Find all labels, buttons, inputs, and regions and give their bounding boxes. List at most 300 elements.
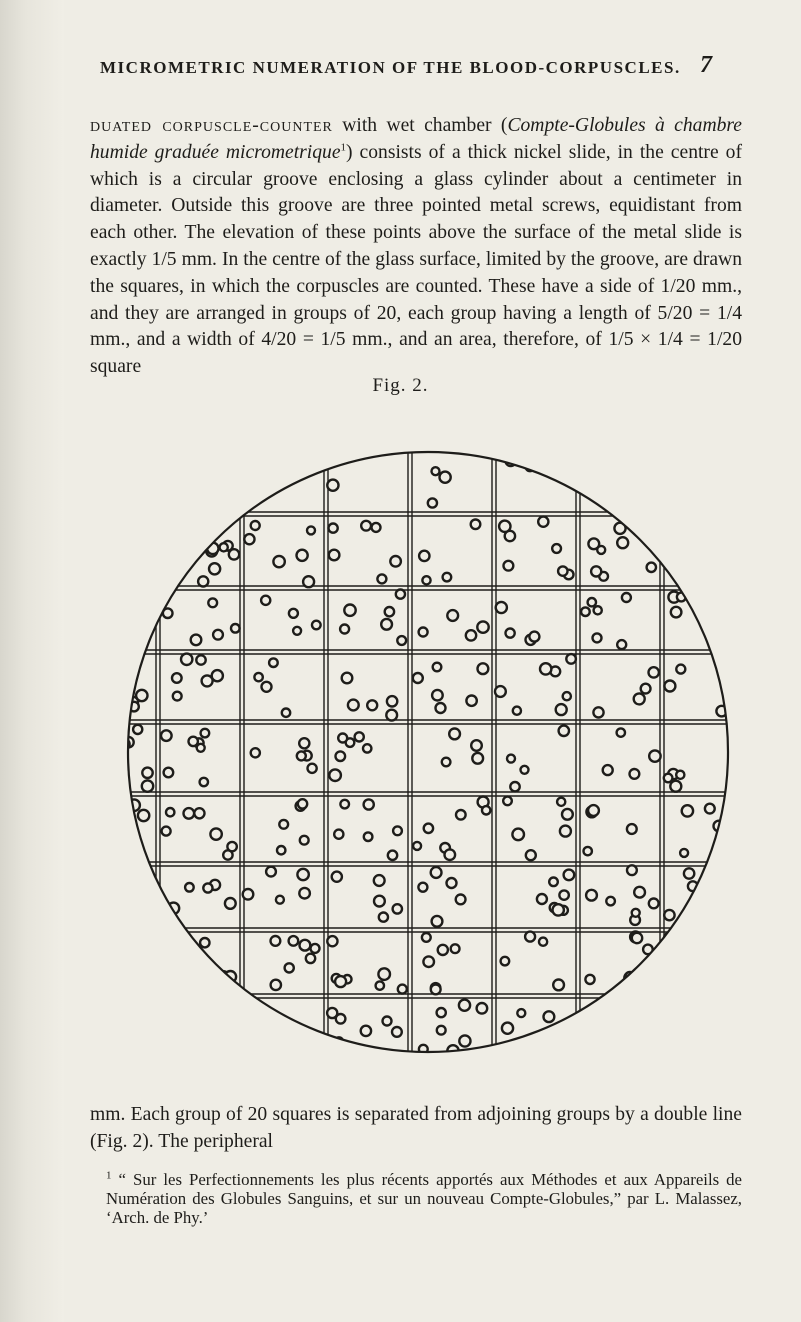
- blood-corpuscle: [224, 1016, 233, 1025]
- blood-corpuscle: [711, 437, 719, 445]
- blood-corpuscle: [329, 550, 340, 561]
- blood-corpuscle: [361, 1026, 371, 1036]
- blood-corpuscle: [595, 1004, 604, 1013]
- blood-corpuscle: [646, 1026, 656, 1036]
- blood-corpuscle: [671, 607, 682, 618]
- blood-corpuscle: [308, 764, 317, 773]
- blood-corpuscle: [196, 655, 205, 664]
- blood-corpuscle: [162, 827, 171, 836]
- blood-corpuscle: [449, 729, 460, 740]
- blood-corpuscle: [383, 1017, 392, 1026]
- blood-corpuscle: [477, 621, 488, 632]
- blood-corpuscle: [650, 1032, 660, 1042]
- blood-corpuscle: [466, 696, 476, 706]
- blood-corpuscle: [251, 521, 260, 530]
- blood-corpuscle: [413, 673, 423, 683]
- blood-corpuscle: [120, 1007, 128, 1015]
- blood-corpuscle: [303, 576, 314, 587]
- blood-corpuscle: [260, 1036, 270, 1046]
- blood-corpuscle: [632, 933, 642, 943]
- blood-corpuscle: [627, 865, 637, 875]
- footnote-text: “ Sur les Perfectionnements les plus récents apportés aux Méthodes et aux Appareils de Numération des Globules Sanguins, et sur un nouveau Compte-Globules,” par L. Malassez, ‘Arch. de Phy.’: [106, 1170, 742, 1227]
- blood-corpuscle: [311, 944, 320, 953]
- blood-corpuscle: [676, 665, 685, 674]
- blood-corpuscle: [567, 1023, 575, 1031]
- blood-corpuscle: [642, 477, 652, 487]
- blood-corpuscle: [336, 751, 346, 761]
- blood-corpuscle: [482, 806, 490, 814]
- blood-corpuscle: [348, 700, 359, 711]
- blood-corpuscle: [136, 690, 147, 701]
- blood-corpuscle: [225, 898, 236, 909]
- blood-corpuscle: [244, 534, 254, 544]
- blood-corpuscle: [445, 849, 456, 860]
- blood-corpuscle: [361, 521, 371, 531]
- blood-corpuscle: [276, 896, 284, 904]
- blood-corpuscle: [471, 520, 481, 530]
- blood-corpuscle: [336, 1014, 346, 1024]
- blood-corpuscle: [329, 524, 338, 533]
- figure-caption: Fig. 2.: [372, 375, 429, 396]
- blood-corpuscle: [617, 728, 625, 736]
- page-number: 7: [700, 52, 712, 78]
- paragraph-text: ) consists of a thick nickel slide, in the centre of which is a circular groove enclosing a glass cylinder about a centimeter in diameter. Outside this groove are three pointed metal screws, equidistant from each other. The elevation of these points above the surface of the metal slide is exactly 1/5 mm. In the centre of the glass surface, limited by the groove, are drawn the squares, in which the corpuscles are counted. These have a side of 1/20 mm., and they are arranged in groups of 20, each group having a length of 5/20 = 1/4 mm., and a width of 4/20 = 1/5 mm., and an area, therefore, of 1/5 × 1/4 = 1/20 square: [90, 141, 742, 378]
- blood-corpuscle: [279, 455, 287, 463]
- blood-corpuscle: [387, 696, 397, 706]
- blood-corpuscle: [133, 607, 142, 616]
- blood-corpuscle: [556, 1046, 567, 1057]
- blood-corpuscle: [537, 894, 547, 904]
- blood-corpuscle: [340, 625, 349, 634]
- blood-corpuscle: [220, 543, 228, 551]
- blood-corpuscle: [496, 602, 507, 613]
- blood-corpuscle: [140, 608, 149, 617]
- blood-corpuscle: [525, 932, 535, 942]
- blood-corpuscle: [710, 1024, 721, 1035]
- blood-corpuscle: [299, 888, 310, 899]
- blood-corpuscle: [271, 936, 281, 946]
- blood-corpuscle: [289, 609, 298, 618]
- blood-corpuscle: [336, 1041, 346, 1051]
- blood-corpuscle: [686, 1002, 694, 1010]
- blood-corpuscle: [146, 527, 156, 537]
- blood-corpuscle: [386, 710, 397, 721]
- blood-corpuscle: [143, 466, 152, 475]
- blood-corpuscle: [734, 547, 743, 556]
- blood-corpuscle: [617, 640, 626, 649]
- blood-corpuscle: [563, 421, 573, 431]
- blood-corpuscle: [191, 635, 202, 646]
- blood-corpuscle: [231, 624, 240, 633]
- blood-corpuscle: [593, 707, 603, 717]
- blood-corpuscle: [115, 816, 125, 826]
- blood-corpuscle: [121, 576, 131, 586]
- blood-corpuscle: [251, 748, 260, 757]
- blood-corpuscle: [501, 957, 510, 966]
- blood-corpuscle: [685, 419, 695, 429]
- blood-corpuscle: [705, 804, 715, 814]
- blood-corpuscle: [709, 902, 718, 911]
- blood-corpuscle: [339, 439, 351, 451]
- blood-corpuscle: [130, 846, 140, 856]
- blood-corpuscle: [335, 976, 346, 987]
- blood-corpuscle: [499, 521, 510, 532]
- blood-corpuscle: [597, 546, 605, 554]
- blood-corpuscle: [423, 956, 434, 967]
- blood-corpuscle: [306, 954, 315, 963]
- blood-corpuscle: [142, 877, 153, 888]
- blood-corpuscle: [596, 482, 606, 492]
- blood-corpuscle: [344, 605, 355, 616]
- blood-corpuscle: [670, 781, 681, 792]
- blood-corpuscle: [137, 903, 147, 913]
- blood-corpuscle: [641, 684, 651, 694]
- blood-corpuscle: [261, 596, 270, 605]
- blood-corpuscle: [544, 1011, 555, 1022]
- lead-in-words: duated corpuscle-counter: [90, 115, 333, 136]
- counting-chamber-figure: [90, 402, 770, 1088]
- blood-corpuscle: [632, 909, 640, 917]
- blood-corpuscle: [229, 549, 239, 559]
- blood-corpuscle: [478, 663, 489, 674]
- blood-corpuscle: [432, 467, 440, 475]
- blood-corpuscle: [271, 980, 281, 990]
- blood-corpuscle: [138, 1015, 149, 1026]
- blood-corpuscle: [438, 945, 448, 955]
- blood-corpuscle: [312, 621, 321, 630]
- blood-corpuscle: [133, 557, 142, 566]
- blood-corpuscle: [144, 614, 153, 623]
- blood-corpuscle: [198, 576, 208, 586]
- blood-corpuscle: [120, 666, 130, 676]
- blood-corpuscle: [709, 620, 719, 630]
- footnote-number: 1: [106, 1169, 112, 1182]
- blood-corpuscle: [197, 964, 206, 973]
- blood-corpuscle: [510, 782, 519, 791]
- blood-corpuscle: [374, 875, 385, 886]
- blood-corpuscle: [127, 944, 136, 953]
- blood-corpuscle: [210, 828, 221, 839]
- blood-corpuscle: [529, 632, 539, 642]
- blood-corpuscle: [513, 707, 521, 715]
- blood-corpuscle: [588, 598, 596, 606]
- french-title: Compte-Globules à chambre humide graduée micrometrique: [90, 115, 743, 163]
- blood-corpuscle: [649, 899, 659, 909]
- blood-corpuscle: [432, 916, 443, 927]
- blood-corpuscle: [471, 740, 482, 751]
- blood-corpuscle: [733, 597, 743, 607]
- blood-corpuscle: [419, 551, 429, 561]
- blood-corpuscle: [676, 771, 684, 779]
- blood-corpuscle: [273, 556, 284, 567]
- blood-corpuscle: [695, 540, 703, 548]
- blood-corpuscle: [730, 708, 742, 720]
- blood-corpuscle: [521, 766, 529, 774]
- blood-corpuscle: [203, 883, 212, 892]
- blood-corpuscle: [630, 769, 640, 779]
- blood-corpuscle: [327, 480, 338, 491]
- blood-corpuscle: [456, 895, 466, 905]
- counting-grid: [90, 402, 770, 1088]
- blood-corpuscle: [116, 1038, 126, 1048]
- blood-corpuscle: [177, 1000, 186, 1009]
- blood-corpuscle: [594, 606, 602, 614]
- blood-corpuscle: [377, 574, 386, 583]
- blood-corpuscle: [495, 686, 506, 697]
- footnote: [106, 1170, 742, 1227]
- blood-corpuscle: [329, 416, 338, 425]
- blood-corpuscle: [552, 544, 561, 553]
- blood-corpuscle: [135, 1002, 144, 1011]
- blood-corpuscle: [189, 737, 198, 746]
- blood-corpuscle: [277, 846, 285, 854]
- blood-corpuscle: [124, 867, 133, 876]
- blood-corpuscle: [164, 430, 173, 439]
- blood-corpuscle: [459, 1000, 470, 1011]
- blood-corpuscle: [680, 849, 688, 857]
- blood-corpuscle: [597, 460, 606, 469]
- blood-corpuscle: [418, 883, 427, 892]
- bottom-paragraph: mm. Each group of 20 squares is separated from adjoining groups by a double line (Fig. 2). The peripheral: [90, 1104, 742, 1152]
- blood-corpuscle: [279, 422, 287, 430]
- blood-corpuscle: [581, 607, 590, 616]
- blood-corpuscle: [693, 1037, 702, 1046]
- blood-corpuscle: [690, 969, 700, 979]
- blood-corpuscle: [142, 780, 153, 791]
- blood-corpuscle: [622, 593, 631, 602]
- blood-corpuscle: [227, 842, 236, 851]
- blood-corpuscle: [422, 576, 430, 584]
- blood-corpuscle: [334, 830, 343, 839]
- blood-corpuscle: [512, 829, 524, 841]
- page-binding-shadow: [0, 0, 64, 1322]
- blood-corpuscle: [300, 836, 309, 845]
- blood-corpuscle: [184, 1049, 195, 1060]
- blood-corpuscle: [130, 460, 138, 468]
- blood-corpuscle: [197, 744, 205, 752]
- blood-corpuscle: [593, 633, 602, 642]
- blood-corpuscle: [118, 907, 129, 918]
- blood-corpuscle: [722, 440, 733, 451]
- blood-corpuscle: [261, 460, 271, 470]
- blood-corpuscle: [549, 878, 558, 887]
- blood-corpuscle: [682, 1010, 693, 1021]
- blood-corpuscle: [372, 523, 381, 532]
- blood-corpuscle: [138, 810, 149, 821]
- blood-corpuscle: [684, 868, 694, 878]
- blood-corpuscle: [690, 1025, 699, 1034]
- blood-corpuscle: [432, 690, 443, 701]
- blood-corpuscle: [393, 904, 402, 913]
- blood-corpuscle: [125, 958, 133, 966]
- blood-corpuscle: [664, 681, 675, 692]
- blood-corpuscle: [213, 630, 223, 640]
- footnote-marker: 1: [340, 141, 347, 154]
- running-head: MICROMETRIC NUMERATION OF THE BLOOD-CORPUSCLES.: [100, 58, 681, 77]
- blood-corpuscle: [378, 968, 390, 980]
- blood-corpuscle: [532, 430, 542, 440]
- blood-corpuscle: [298, 799, 307, 808]
- blood-corpuscle: [185, 883, 194, 892]
- blood-corpuscle: [540, 663, 551, 674]
- blood-corpuscle: [166, 939, 175, 948]
- blood-corpuscle: [132, 975, 143, 986]
- blood-corpuscle: [678, 531, 688, 541]
- blood-corpuscle: [420, 429, 429, 438]
- blood-corpuscle: [392, 1027, 402, 1037]
- blood-corpuscle: [364, 832, 373, 841]
- blood-corpuscle: [327, 936, 337, 946]
- blood-corpuscle: [669, 931, 681, 943]
- blood-corpuscle: [436, 703, 446, 713]
- blood-corpuscle: [202, 675, 213, 686]
- blood-corpuscle: [553, 904, 564, 915]
- blood-corpuscle: [393, 826, 402, 835]
- blood-corpuscle: [260, 1009, 271, 1020]
- blood-corpuscle: [126, 679, 136, 689]
- blood-corpuscle: [192, 978, 202, 988]
- blood-corpuscle: [687, 573, 696, 582]
- blood-corpuscle: [591, 566, 601, 576]
- blood-corpuscle: [649, 667, 659, 677]
- blood-corpuscle: [584, 847, 592, 855]
- blood-corpuscle: [447, 878, 457, 888]
- blood-corpuscle: [447, 610, 458, 621]
- blood-corpuscle: [538, 517, 548, 527]
- blood-corpuscle: [172, 673, 182, 683]
- blood-corpuscle: [181, 654, 192, 665]
- blood-corpuscle: [340, 800, 349, 809]
- blood-corpuscle: [269, 658, 278, 667]
- blood-corpuscle: [208, 598, 217, 607]
- blood-corpuscle: [419, 628, 428, 637]
- blood-corpuscle: [559, 890, 568, 899]
- blood-corpuscle: [266, 867, 276, 877]
- blood-corpuscle: [254, 673, 262, 681]
- blood-corpuscle: [731, 931, 741, 941]
- blood-corpuscle: [390, 556, 401, 567]
- blood-corpuscle: [297, 869, 308, 880]
- blood-corpuscle: [606, 897, 615, 906]
- blood-corpuscle: [682, 805, 693, 816]
- blood-corpuscle: [437, 1008, 446, 1017]
- blood-corpuscle: [424, 824, 433, 833]
- blood-corpuscle: [553, 1027, 564, 1038]
- blood-corpuscle: [161, 730, 172, 741]
- blood-corpuscle: [279, 820, 288, 829]
- blood-corpuscle: [338, 734, 347, 743]
- blood-corpuscle: [472, 753, 483, 764]
- blood-corpuscle: [556, 704, 567, 715]
- blood-corpuscle: [431, 867, 442, 878]
- lead-continuation: with wet chamber (: [332, 115, 508, 136]
- blood-corpuscle: [564, 870, 575, 881]
- blood-corpuscle: [161, 467, 171, 477]
- blood-corpuscle: [201, 729, 210, 738]
- blood-corpuscle: [627, 824, 637, 834]
- blood-corpuscle: [683, 524, 694, 535]
- blood-corpuscle: [388, 851, 397, 860]
- blood-corpuscle: [507, 755, 515, 763]
- blood-corpuscle: [428, 498, 437, 507]
- blood-corpuscle: [204, 1027, 212, 1035]
- blood-corpuscle: [184, 808, 195, 819]
- blood-corpuscle: [142, 768, 152, 778]
- blood-corpuscle: [431, 985, 441, 995]
- blood-corpuscle: [243, 1050, 253, 1060]
- blood-corpuscle: [553, 980, 564, 991]
- blood-corpuscle: [647, 563, 656, 572]
- blood-corpuscle: [603, 765, 613, 775]
- blood-corpuscle: [262, 682, 272, 692]
- blood-corpuscle: [433, 663, 442, 672]
- blood-corpuscle: [586, 890, 597, 901]
- blood-corpuscle: [173, 692, 182, 701]
- blood-corpuscle: [200, 778, 208, 786]
- blood-corpuscle: [164, 768, 174, 778]
- blood-corpuscle: [289, 936, 299, 946]
- blood-corpuscle: [664, 774, 673, 783]
- blood-corpuscle: [376, 981, 384, 989]
- blood-corpuscle: [504, 561, 514, 571]
- blood-corpuscle: [503, 797, 512, 806]
- blood-corpuscle: [120, 550, 130, 560]
- blood-corpuscle: [517, 1009, 525, 1017]
- blood-corpuscle: [355, 732, 364, 741]
- blood-corpuscle: [297, 751, 306, 760]
- blood-corpuscle: [209, 563, 220, 574]
- blood-corpuscle: [566, 654, 576, 664]
- blood-corpuscle: [466, 630, 476, 640]
- blood-corpuscle: [664, 910, 674, 920]
- blood-corpuscle: [166, 808, 174, 816]
- blood-corpuscle: [397, 636, 406, 645]
- blood-corpuscle: [134, 424, 143, 433]
- blood-corpuscle: [526, 850, 536, 860]
- blood-corpuscle: [367, 700, 377, 710]
- blood-corpuscle: [118, 459, 127, 468]
- blood-corpuscle: [706, 426, 715, 435]
- blood-corpuscle: [563, 692, 571, 700]
- blood-corpuscle: [258, 466, 268, 476]
- blood-corpuscle: [506, 629, 515, 638]
- blood-corpuscle: [363, 744, 371, 752]
- blood-corpuscle: [440, 472, 451, 483]
- blood-corpuscle: [502, 1023, 513, 1034]
- blood-corpuscle: [396, 590, 405, 599]
- blood-corpuscle: [121, 959, 129, 967]
- blood-corpuscle: [282, 709, 290, 717]
- blood-corpuscle: [678, 518, 686, 526]
- blood-corpuscle: [588, 805, 599, 816]
- blood-corpuscle: [557, 798, 565, 806]
- blood-corpuscle: [122, 818, 132, 828]
- blood-corpuscle: [332, 872, 342, 882]
- blood-corpuscle: [272, 1043, 280, 1051]
- blood-corpuscle: [200, 938, 209, 947]
- blood-corpuscle: [364, 799, 374, 809]
- blood-corpuscle: [133, 725, 142, 734]
- blood-corpuscle: [118, 638, 127, 647]
- blood-corpuscle: [126, 1001, 137, 1012]
- blood-corpuscle: [124, 483, 134, 493]
- blood-corpuscle: [186, 461, 197, 472]
- blood-corpuscle: [194, 808, 204, 818]
- blood-corpuscle: [297, 550, 308, 561]
- blood-corpuscle: [146, 523, 156, 533]
- blood-corpuscle: [714, 487, 722, 495]
- blood-corpuscle: [649, 750, 660, 761]
